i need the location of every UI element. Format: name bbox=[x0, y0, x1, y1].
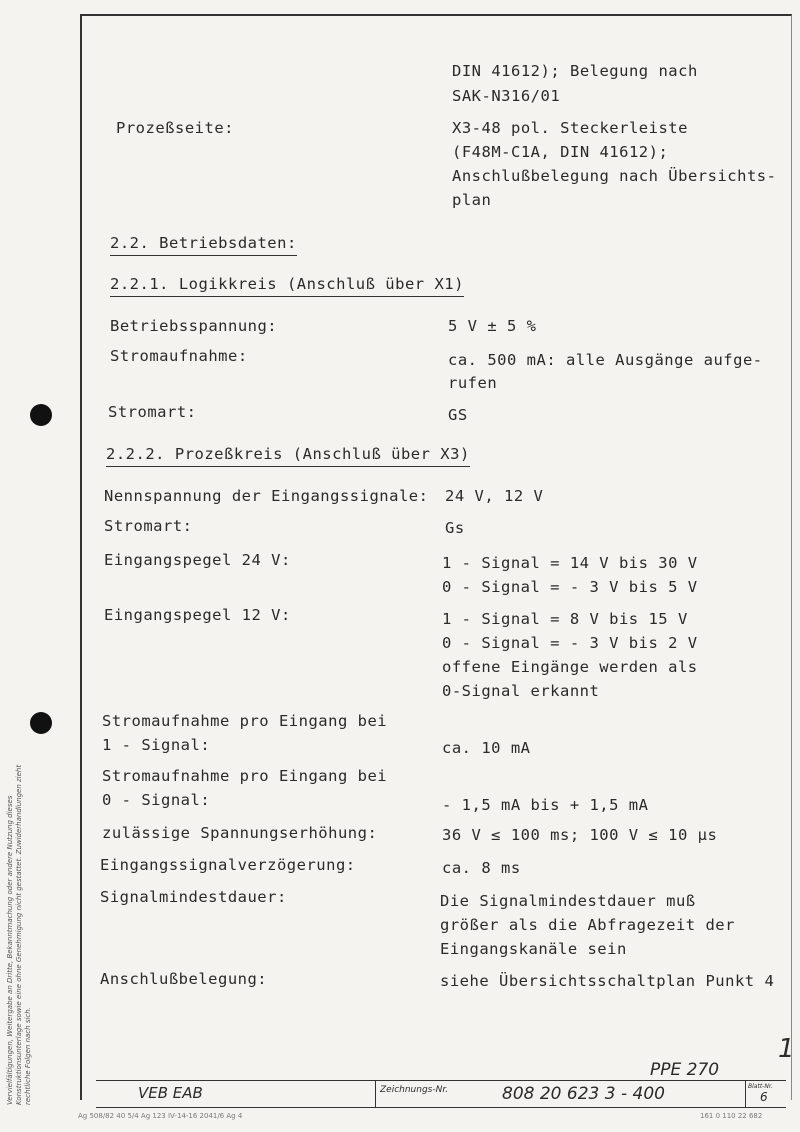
betriebsspannung-label: Betriebsspannung: bbox=[110, 317, 278, 335]
title-block-company-cell bbox=[96, 1081, 376, 1107]
section-2-2-heading: 2.2. Betriebsdaten: bbox=[110, 233, 297, 256]
top-line-2: SAK-N316/01 bbox=[452, 87, 561, 105]
punch-hole-top bbox=[30, 404, 52, 426]
signalmindestdauer-line-3: Eingangskanäle sein bbox=[440, 940, 627, 958]
stromart-prozess-value: Gs bbox=[445, 519, 465, 537]
side-mark: 1 bbox=[778, 1034, 795, 1064]
signalverzoegerung-label: Eingangssignalverzögerung: bbox=[100, 856, 356, 874]
company-name: VEB EAB bbox=[138, 1084, 203, 1102]
prozessseite-label: Prozeßseite: bbox=[116, 119, 234, 137]
section-2-2-2-heading: 2.2.2. Prozeßkreis (Anschluß über X3) bbox=[106, 444, 470, 467]
stromart-logik-value: GS bbox=[448, 406, 468, 424]
eingangspegel-24-label: Eingangspegel 24 V: bbox=[104, 551, 291, 569]
prozessseite-line-2: (F48M-C1A, DIN 41612); bbox=[452, 143, 669, 161]
eingangspegel-24-line-2: 0 - Signal = - 3 V bis 5 V bbox=[442, 578, 698, 596]
spannungserhoehung-label: zulässige Spannungserhöhung: bbox=[102, 824, 378, 842]
stromaufnahme-value-1: ca. 500 mA: alle Ausgänge aufge- bbox=[448, 351, 763, 369]
section-2-2-1-heading: 2.2.1. Logikkreis (Anschluß über X1) bbox=[110, 274, 464, 297]
bottom-print: Ag 508/82 40 5/4 Ag 123 IV-14-16 2041/6 Ag 4 bbox=[78, 1112, 243, 1120]
prozessseite-line-1: X3-48 pol. Steckerleiste bbox=[452, 119, 688, 137]
signalmindestdauer-line-2: größer als die Abfragezeit der bbox=[440, 916, 735, 934]
stromaufnahme-label: Stromaufnahme: bbox=[110, 347, 248, 365]
stromaufnahme-0-label-1: Stromaufnahme pro Eingang bei bbox=[102, 767, 388, 785]
title-block bbox=[96, 1080, 786, 1108]
stromaufnahme-1-value: ca. 10 mA bbox=[442, 739, 531, 757]
stromaufnahme-1-label-2: 1 - Signal: bbox=[102, 736, 211, 754]
eingangspegel-12-line-3: offene Eingänge werden als bbox=[442, 658, 698, 676]
eingangspegel-12-line-4: 0-Signal erkannt bbox=[442, 682, 600, 700]
prozessseite-line-3: Anschlußbelegung nach Übersichts- bbox=[452, 167, 777, 185]
stromart-prozess-label: Stromart: bbox=[104, 517, 193, 535]
betriebsspannung-value: 5 V ± 5 % bbox=[448, 317, 537, 335]
margin-note: Vervielfältigungen, Weitergabe an Dritte, Bekanntmachung oder andere Nutzung dieses Konstruktionsunterlage sowie eine ohne Genehmigung nicht gestattet. Zuwiderhandlungen zieht rechtliche Folgen nach sich. bbox=[6, 764, 32, 1105]
title-block-drawing-cell bbox=[376, 1081, 746, 1107]
anschlussbelegung-value: siehe Übersichtsschaltplan Punkt 4 bbox=[440, 972, 775, 990]
signalmindestdauer-line-1: Die Signalmindestdauer muß bbox=[440, 892, 696, 910]
eingangspegel-12-label: Eingangspegel 12 V: bbox=[104, 606, 291, 624]
bottom-right-print: 161 0 110 22 682 bbox=[700, 1112, 763, 1120]
spannungserhoehung-value: 36 V ≤ 100 ms; 100 V ≤ 10 µs bbox=[442, 826, 718, 844]
anschlussbelegung-label: Anschlußbelegung: bbox=[100, 970, 268, 988]
sheet-number: 6 bbox=[760, 1090, 768, 1104]
sheet-number-label: Blatt-Nr. bbox=[748, 1083, 773, 1090]
nennspannung-value: 24 V, 12 V bbox=[445, 487, 544, 505]
drawing-number: 808 20 623 3 - 400 bbox=[502, 1084, 665, 1104]
handwritten-code: PPE 270 bbox=[650, 1060, 720, 1080]
top-line-1: DIN 41612); Belegung nach bbox=[452, 62, 698, 80]
eingangspegel-12-line-2: 0 - Signal = - 3 V bis 2 V bbox=[442, 634, 698, 652]
stromaufnahme-value-2: rufen bbox=[448, 374, 498, 392]
nennspannung-label: Nennspannung der Eingangssignale: bbox=[104, 487, 429, 505]
stromaufnahme-1-label-1: Stromaufnahme pro Eingang bei bbox=[102, 712, 388, 730]
title-block-sheet-cell bbox=[746, 1081, 786, 1107]
stromaufnahme-0-label-2: 0 - Signal: bbox=[102, 791, 211, 809]
punch-hole-bottom bbox=[30, 712, 52, 734]
signalverzoegerung-value: ca. 8 ms bbox=[442, 859, 521, 877]
eingangspegel-24-line-1: 1 - Signal = 14 V bis 30 V bbox=[442, 554, 698, 572]
prozessseite-line-4: plan bbox=[452, 191, 492, 209]
drawing-number-label: Zeichnungs-Nr. bbox=[380, 1085, 449, 1095]
stromart-logik-label: Stromart: bbox=[108, 403, 197, 421]
signalmindestdauer-label: Signalmindestdauer: bbox=[100, 888, 287, 906]
eingangspegel-12-line-1: 1 - Signal = 8 V bis 15 V bbox=[442, 610, 688, 628]
stromaufnahme-0-value: - 1,5 mA bis + 1,5 mA bbox=[442, 796, 649, 814]
